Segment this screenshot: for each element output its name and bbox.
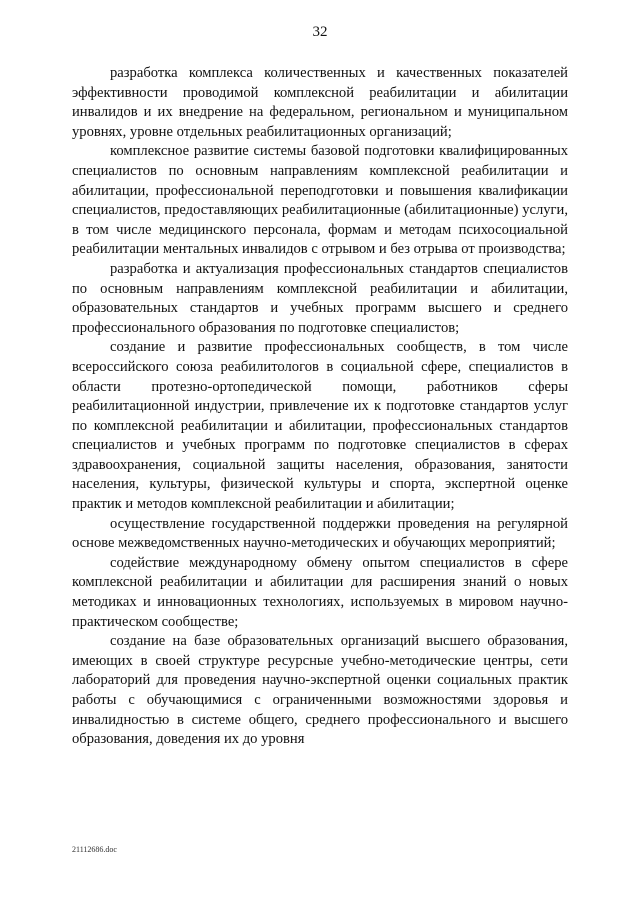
paragraph-international: содействие международному обмену опытом специалистов в сфере комплексной реабилитации и абилитации для расширения знаний о новых методиках и инновационных технологиях, используемых в мировом научно-практическом сообществе; [72, 554, 568, 630]
paragraph-standards: разработка и актуализация профессиональных стандартов специалистов по основным направлениям комплексной реабилитации и абилитации, образовательных стандартов и учебных программ высшего и среднего профессионального образования по подготовке специалистов; [72, 260, 568, 336]
paragraph-indicators: разработка комплекса количественных и качественных показателей эффективности проводимой комплексной реабилитации и абилитации инвалидов и их внедрение на федеральном, региональном и муниципальном уровнях, уровне отдельных реабилитационных организаций; [72, 65, 568, 140]
paragraph-communities: создание и развитие профессиональных сообществ, в том числе всероссийского союза реабилитологов в социальной сфере, специалистов в области протезно-ортопедической помощи, работников сферы реабилитационной индустрии, привлечение их к подготовке стандартов услуг по комплексной реабилитации и абилитации, профессиональных стандартов специалистов и учебных программ по подготовке специалистов в сферах здравоохранения, социальной защиты населения, образования, занятости населения, культуры, физической культуры и спорта, экспертной оценке практик и методов комплексной реабилитации и абилитации; [72, 339, 568, 513]
paragraph-laboratories: создание на базе образовательных организаций высшего образования, имеющих в своей структуре ресурсные учебно-методические центры, сети лабораторий для проведения научно-экспертной оценки социальных практик работы с обучающимися с ограниченными возможностями здоровья и инвалидностью в системе общего, среднего профессионального и высшего образования, доведения их до уровня [72, 633, 568, 748]
paragraph-state-support: осуществление государственной поддержки проведения на регулярной основе межведомственных научно-методических и обучающих мероприятий; [72, 515, 568, 552]
file-name-footer: 21112686.doc [72, 845, 117, 854]
document-body [72, 64, 568, 750]
paragraph-training: комплексное развитие системы базовой подготовки квалифицированных специалистов по основным направлениям комплексной реабилитации и абилитации, профессиональной переподготовки и повышения квалификации специалистов, предоставляющих реабилитационные (абилитационные) услуги, в том числе медицинского персонала, формам и методам психосоциальной реабилитации ментальных инвалидов с отрывом и без отрыва от производства; [72, 143, 568, 258]
page-number: 32 [312, 24, 328, 40]
